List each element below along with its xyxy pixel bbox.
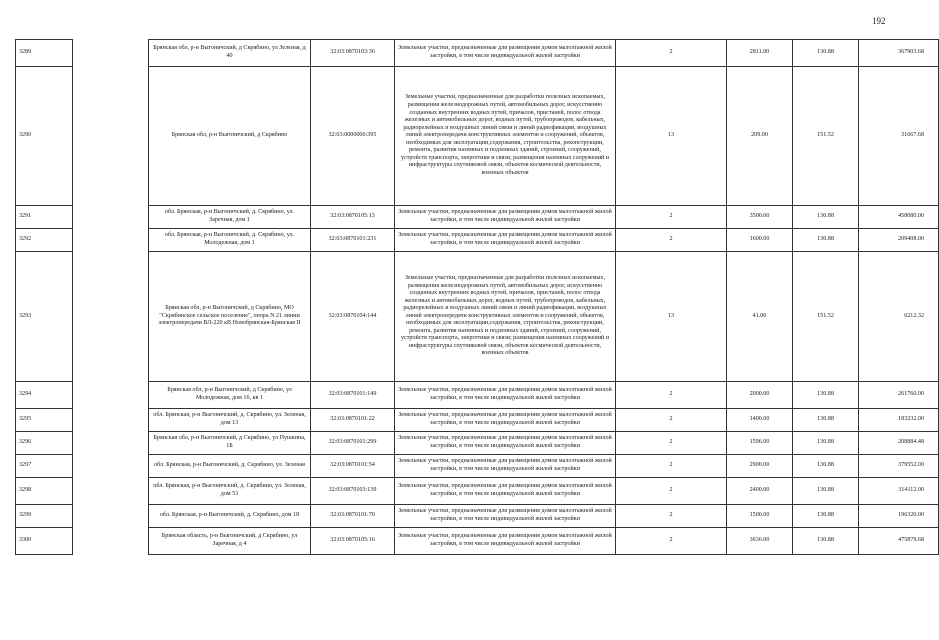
cadastral-value-cell: 196320.00: [859, 505, 939, 528]
table-row: [16, 432, 939, 455]
group-cell: 2: [616, 206, 727, 229]
area-cell: 3636.00: [727, 528, 793, 555]
area-cell: 2400.00: [727, 478, 793, 505]
cadastral-number-cell: 32:03:0870104:144: [311, 252, 395, 382]
table-body: [16, 40, 939, 555]
rate-cell: 130.88: [793, 432, 859, 455]
row-number-cell: 3295: [16, 409, 73, 432]
rate-cell: 130.88: [793, 40, 859, 67]
cadastral-number-cell: 32:03:0870101:54: [311, 455, 395, 478]
address-cell: обл. Брянская, р-н Выгоничский, д. Скрябино, ул. Заречная, дом 1: [149, 206, 311, 229]
group-cell: 2: [616, 229, 727, 252]
address-cell: Брянская обл, р-н Выгоничский, д Скрябино, ул Молодежная, дом 16, кв 1: [149, 382, 311, 409]
page-number: 192: [872, 16, 886, 26]
blank-cell: [73, 455, 149, 478]
cadastral-value-cell: 475879.68: [859, 528, 939, 555]
table-row: [16, 505, 939, 528]
row-number-cell: 3298: [16, 478, 73, 505]
table-row: [16, 252, 939, 382]
land-use-cell: Земельные участки, предназначенные для размещения домов малоэтажной жилой застройки, в том числе индивидуальной жилой застройки: [395, 206, 616, 229]
land-use-cell: Земельные участки, предназначенные для размещения домов малоэтажной жилой застройки, в том числе индивидуальной жилой застройки: [395, 478, 616, 505]
group-cell: 2: [616, 382, 727, 409]
table-row: [16, 206, 939, 229]
row-number-cell: 3293: [16, 252, 73, 382]
table-row: [16, 528, 939, 555]
rate-cell: 130.88: [793, 505, 859, 528]
row-number-cell: 3296: [16, 432, 73, 455]
group-cell: 2: [616, 409, 727, 432]
land-use-cell: Земельные участки, предназначенные для размещения домов малоэтажной жилой застройки, в том числе индивидуальной жилой застройки: [395, 40, 616, 67]
land-use-cell: Земельные участки, предназначенные для разработки полезных ископаемых, размещения железнодорожных путей, автомобильных дорог, искусственно созданных внутренних водных путей, причалов, пристаней, полос отвода железных и автомобильных дорог, водных путей, трубопроводов, кабельных, радиорелейных и воздушных линий связи и линий радиофикации, воздушных линий электропередачи конструктивных элементов и сооружений, объектов, необходимых для эксплуатации,содержания, строительства, реконструкции, ремонта, развития наземных и подземных зданий, строений, сооружений, устройств транспорта, энергетики и связи; размещения наземных сооружений и инфраструктуры спутниковой связи, объектов космической деятельности, военных объектов: [395, 67, 616, 206]
group-cell: 2: [616, 505, 727, 528]
address-cell: обл. Брянская, р-н Выгоничский, д. Скрябино, ул. Молодежная, дом 1: [149, 229, 311, 252]
cadastral-value-cell: 6212.32: [859, 252, 939, 382]
land-use-cell: Земельные участки, предназначенные для размещения домов малоэтажной жилой застройки, в том числе индивидуальной жилой застройки: [395, 432, 616, 455]
rate-cell: 130.88: [793, 528, 859, 555]
address-cell: обл. Брянская, р-н Выгоничский, д. Скрябино, дом 18: [149, 505, 311, 528]
rate-cell: 151.52: [793, 67, 859, 206]
land-plots-table: [15, 39, 939, 555]
blank-cell: [73, 432, 149, 455]
area-cell: 1596.00: [727, 432, 793, 455]
table-row: [16, 455, 939, 478]
area-cell: 1500.00: [727, 505, 793, 528]
land-use-cell: Земельные участки, предназначенные для размещения домов малоэтажной жилой застройки, в том числе индивидуальной жилой застройки: [395, 229, 616, 252]
blank-cell: [73, 40, 149, 67]
land-use-cell: Земельные участки, предназначенные для размещения домов малоэтажной жилой застройки, в том числе индивидуальной жилой застройки: [395, 409, 616, 432]
group-cell: 2: [616, 478, 727, 505]
area-cell: 2000.00: [727, 382, 793, 409]
row-number-cell: 3300: [16, 528, 73, 555]
rate-cell: 130.88: [793, 478, 859, 505]
land-use-cell: Земельные участки, предназначенные для размещения домов малоэтажной жилой застройки, в том числе индивидуальной жилой застройки: [395, 382, 616, 409]
cadastral-number-cell: 32:03:0870101:70: [311, 505, 395, 528]
area-cell: 2900.00: [727, 455, 793, 478]
table-row: [16, 67, 939, 206]
address-cell: Брянская область, р-н Выгоничский, д Скрябино, ул Заречная, д 4: [149, 528, 311, 555]
row-number-cell: 3297: [16, 455, 73, 478]
address-cell: Брянская обл, р-н Выгоничский, д Скрябино, ул Пушкина, 1Б: [149, 432, 311, 455]
table-row: [16, 229, 939, 252]
address-cell: Брянская обл, р-н Выгоничский, д Скрябино: [149, 67, 311, 206]
cadastral-value-cell: 367903.68: [859, 40, 939, 67]
cadastral-number-cell: 32:03:0870101:299: [311, 432, 395, 455]
blank-cell: [73, 505, 149, 528]
cadastral-value-cell: 208884.48: [859, 432, 939, 455]
address-cell: Брянская обл, р-н Выгоничский, д Скрябино, МО "Скрябинское сельское поселение", опора N 21 линии электропередачи ВЛ-220 кВ Новобрянская-Брянская II: [149, 252, 311, 382]
blank-cell: [73, 528, 149, 555]
cadastral-number-cell: 32:03:0870105:16: [311, 528, 395, 555]
cadastral-value-cell: 261760.00: [859, 382, 939, 409]
rate-cell: 130.88: [793, 409, 859, 432]
cadastral-number-cell: 32:03:0870101:231: [311, 229, 395, 252]
cadastral-number-cell: 32:03:0000000:395: [311, 67, 395, 206]
land-use-cell: Земельные участки, предназначенные для разработки полезных ископаемых, размещения железнодорожных путей, автомобильных дорог, искусственно созданных внутренних водных путей, причалов, пристаней, полос отвода железных и автомобильных дорог, водных путей, трубопроводов, кабельных, радиорелейных и воздушных линий связи и линий радиофикации, воздушных линий электропередачи конструктивных элементов и сооружений, объектов, необходимых для эксплуатации,содержания, строительства, реконструкции, ремонта, развития наземных и подземных зданий, строений, сооружений, устройств транспорта, энергетики и связи; размещения наземных сооружений и инфраструктуры спутниковой связи, объектов космической деятельности, военных объектов: [395, 252, 616, 382]
cadastral-number-cell: 32:03:0870103:36: [311, 40, 395, 67]
blank-cell: [73, 229, 149, 252]
cadastral-value-cell: 314112.00: [859, 478, 939, 505]
cadastral-number-cell: 32:03:0870105:13: [311, 206, 395, 229]
group-cell: 2: [616, 40, 727, 67]
blank-cell: [73, 478, 149, 505]
table-row: [16, 478, 939, 505]
address-cell: обл. Брянская, р-н Выгоничский, д. Скрябино, ул. Зеленая: [149, 455, 311, 478]
row-number-cell: 3292: [16, 229, 73, 252]
row-number-cell: 3299: [16, 505, 73, 528]
cadastral-value-cell: 209408.00: [859, 229, 939, 252]
area-cell: 1600.00: [727, 229, 793, 252]
row-number-cell: 3291: [16, 206, 73, 229]
cadastral-number-cell: 32:03:0870101:22: [311, 409, 395, 432]
cadastral-value-cell: 183232.00: [859, 409, 939, 432]
group-cell: 2: [616, 432, 727, 455]
blank-cell: [73, 67, 149, 206]
rate-cell: 130.88: [793, 455, 859, 478]
blank-cell: [73, 252, 149, 382]
table-row: [16, 409, 939, 432]
area-cell: 3500.00: [727, 206, 793, 229]
group-cell: 2: [616, 455, 727, 478]
group-cell: 2: [616, 528, 727, 555]
cadastral-value-cell: 379552.00: [859, 455, 939, 478]
address-cell: Брянская обл, р-н Выгоничский, д Скрябино, ул Зеленая, д 40: [149, 40, 311, 67]
table-row: [16, 382, 939, 409]
cadastral-value-cell: 31667.68: [859, 67, 939, 206]
row-number-cell: 3294: [16, 382, 73, 409]
area-cell: 2811.00: [727, 40, 793, 67]
address-cell: обл. Брянская, р-н Выгоничский, д. Скрябино, ул. Зеленая, дом 53: [149, 478, 311, 505]
rate-cell: 151.52: [793, 252, 859, 382]
rate-cell: 130.88: [793, 229, 859, 252]
blank-cell: [73, 382, 149, 409]
land-use-cell: Земельные участки, предназначенные для размещения домов малоэтажной жилой застройки, в том числе индивидуальной жилой застройки: [395, 528, 616, 555]
address-cell: обл. Брянская, р-н Выгоничский, д. Скрябино, ул. Зеленая, дом 13: [149, 409, 311, 432]
cadastral-number-cell: 32:03:0870103:139: [311, 478, 395, 505]
group-cell: 13: [616, 252, 727, 382]
rate-cell: 130.88: [793, 382, 859, 409]
land-use-cell: Земельные участки, предназначенные для размещения домов малоэтажной жилой застройки, в том числе индивидуальной жилой застройки: [395, 505, 616, 528]
blank-cell: [73, 409, 149, 432]
row-number-cell: 3290: [16, 67, 73, 206]
cadastral-value-cell: 458080.00: [859, 206, 939, 229]
area-cell: 1400.00: [727, 409, 793, 432]
land-use-cell: Земельные участки, предназначенные для размещения домов малоэтажной жилой застройки, в том числе индивидуальной жилой застройки: [395, 455, 616, 478]
cadastral-number-cell: 32:03:0870101:149: [311, 382, 395, 409]
group-cell: 13: [616, 67, 727, 206]
blank-cell: [73, 206, 149, 229]
area-cell: 41.00: [727, 252, 793, 382]
row-number-cell: 3289: [16, 40, 73, 67]
area-cell: 209.00: [727, 67, 793, 206]
rate-cell: 130.88: [793, 206, 859, 229]
table-row: [16, 40, 939, 67]
